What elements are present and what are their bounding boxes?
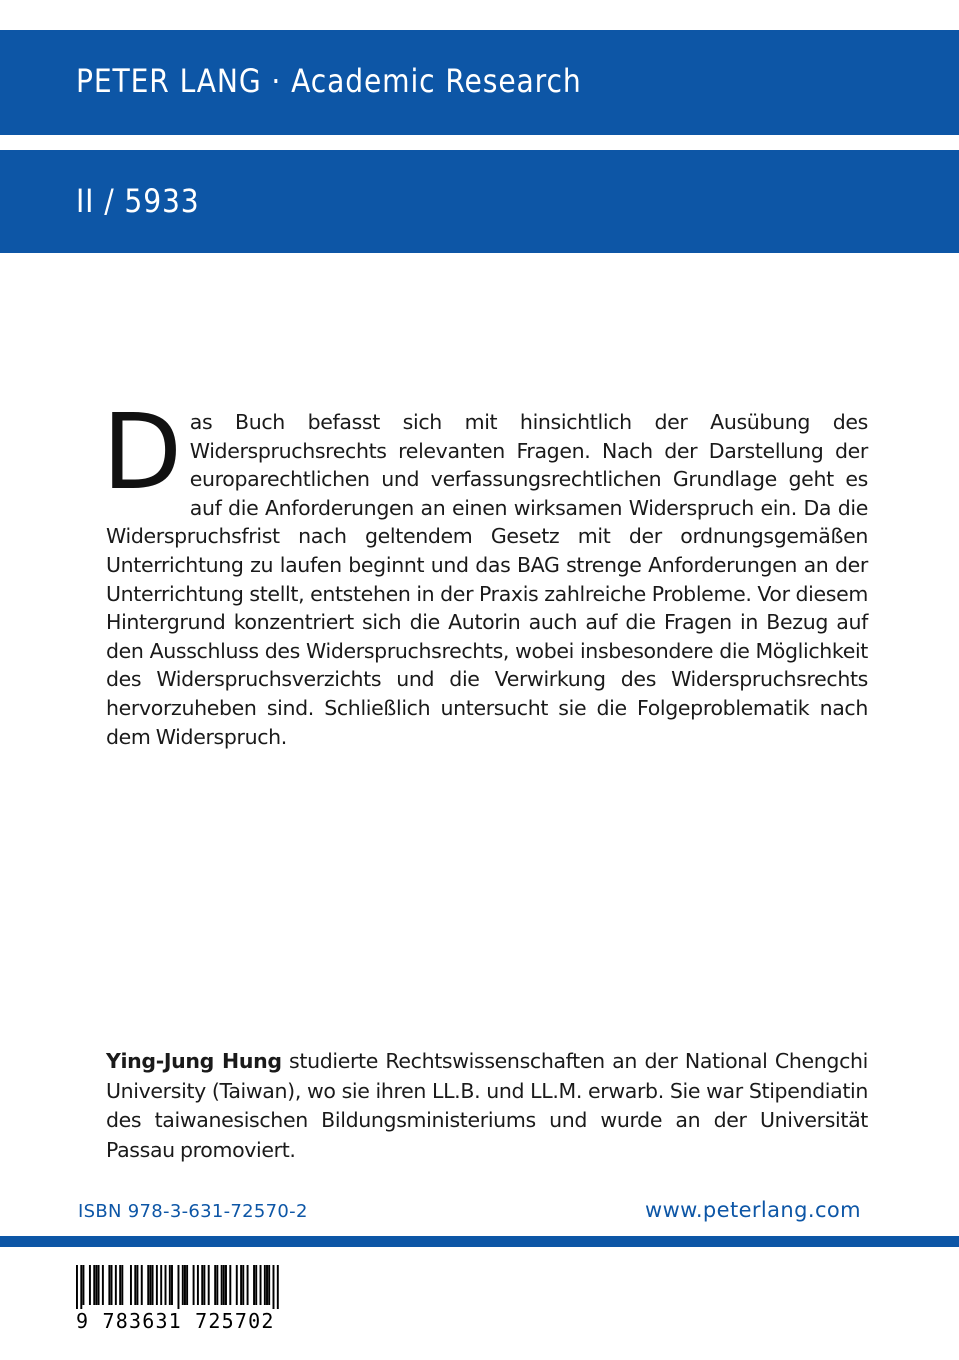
barcode-bar <box>264 1265 266 1305</box>
barcode-bar <box>193 1265 195 1305</box>
barcode-bar <box>186 1265 188 1305</box>
barcode-bar <box>95 1265 97 1305</box>
barcode-bar <box>108 1265 110 1305</box>
barcode-bar <box>76 1265 78 1309</box>
barcode-bar <box>82 1265 84 1305</box>
barcode-bar <box>80 1265 82 1309</box>
barcode-bar <box>273 1265 275 1309</box>
barcode-bar <box>225 1265 227 1305</box>
drop-cap: D <box>102 391 182 513</box>
isbn-label: ISBN 978-3-631-72570-2 <box>78 1201 308 1222</box>
barcode-bar <box>203 1265 205 1305</box>
barcode-bar <box>160 1265 162 1305</box>
abstract-text: as Buch befasst sich mit hinsichtlich der Ausübung des Widerspruchsrechts relevanten Fragen. Nach der Darstellung der europarechtlichen und verfassungsrechtlichen Grundlage geht es auf die Anforderungen an einen wirksamen Widerspruch ein. Da die Widerspruchsfrist nach geltendem Gesetz mit der ordnungsgemäßen Unterrichtung zu laufen beginnt und das BAG strenge Anforderungen an der Unterrichtung stellt, entstehen in der Praxis zahlreiche Probleme. Vor diesem Hintergrund konzentriert sich die Autorin auch auf die Fragen in Bezug auf den Ausschluss des Widerspruchsrechts, wobei insbesondere die Möglichkeit des Widerspruchsverzichts und die Verwirkung des Widerspruchsrechts hervorzuheben sind. Schließlich untersucht sie die Folgeproblematik nach dem Widerspruch. <box>106 410 868 749</box>
footer-band <box>0 1236 959 1247</box>
barcode-icon <box>76 1265 279 1309</box>
barcode-bar <box>184 1265 186 1305</box>
publisher-website-link[interactable]: www.peterlang.com <box>645 1198 861 1222</box>
isbn-barcode <box>76 1265 279 1333</box>
series-number: II / 5933 <box>76 182 200 220</box>
author-bio <box>106 1047 868 1165</box>
barcode-bar <box>268 1265 270 1305</box>
barcode-bar <box>149 1265 151 1305</box>
author-bio-text: studierte Rechtswissenschaften an der National Chengchi University (Taiwan), wo sie ihren LL.B. und LL.M. erwarb. Sie war Stipendiatin des taiwanesischen Bildungsministeriums und wurde an der Universität Passau promoviert. <box>106 1049 868 1162</box>
barcode-bar <box>214 1265 216 1305</box>
barcode-bar <box>115 1265 117 1305</box>
barcode-bar <box>89 1265 91 1305</box>
barcode-bar <box>255 1265 257 1305</box>
barcode-bar <box>236 1265 238 1305</box>
author-name: Ying-Jung Hung <box>106 1049 282 1073</box>
barcode-bar <box>136 1265 138 1305</box>
barcode-bar <box>134 1265 136 1305</box>
barcode-bar <box>130 1265 132 1305</box>
barcode-bar <box>240 1265 242 1305</box>
barcode-bar <box>266 1265 268 1305</box>
series-title: PETER LANG · Academic Research <box>76 62 582 100</box>
barcode-bar <box>98 1265 100 1305</box>
barcode-bar <box>156 1265 158 1305</box>
barcode-bar <box>242 1265 244 1305</box>
barcode-bar <box>197 1265 199 1305</box>
barcode-bar <box>223 1265 225 1305</box>
barcode-bar <box>260 1265 262 1305</box>
barcode-digits: 9 783631 725702 <box>76 1309 275 1333</box>
barcode-bar <box>165 1265 167 1305</box>
barcode-bar <box>178 1265 180 1309</box>
barcode-bar <box>182 1265 184 1305</box>
abstract-paragraph <box>102 391 868 751</box>
barcode-bar <box>152 1265 154 1305</box>
barcode-bar <box>208 1265 210 1305</box>
barcode-bar <box>253 1265 255 1305</box>
barcode-bar <box>119 1265 121 1305</box>
barcode-bar <box>171 1265 173 1305</box>
barcode-bar <box>229 1265 231 1305</box>
barcode-bar <box>111 1265 113 1305</box>
barcode-bar <box>247 1265 249 1305</box>
barcode-bar <box>102 1265 104 1305</box>
barcode-bar <box>121 1265 123 1305</box>
barcode-bar <box>141 1265 143 1305</box>
barcode-bar <box>201 1265 203 1305</box>
barcode-bar <box>216 1265 218 1305</box>
barcode-bar <box>169 1265 171 1305</box>
barcode-bar <box>277 1265 279 1309</box>
barcode-bar <box>147 1265 149 1305</box>
barcode-bar <box>221 1265 223 1305</box>
barcode-bar <box>93 1265 95 1305</box>
